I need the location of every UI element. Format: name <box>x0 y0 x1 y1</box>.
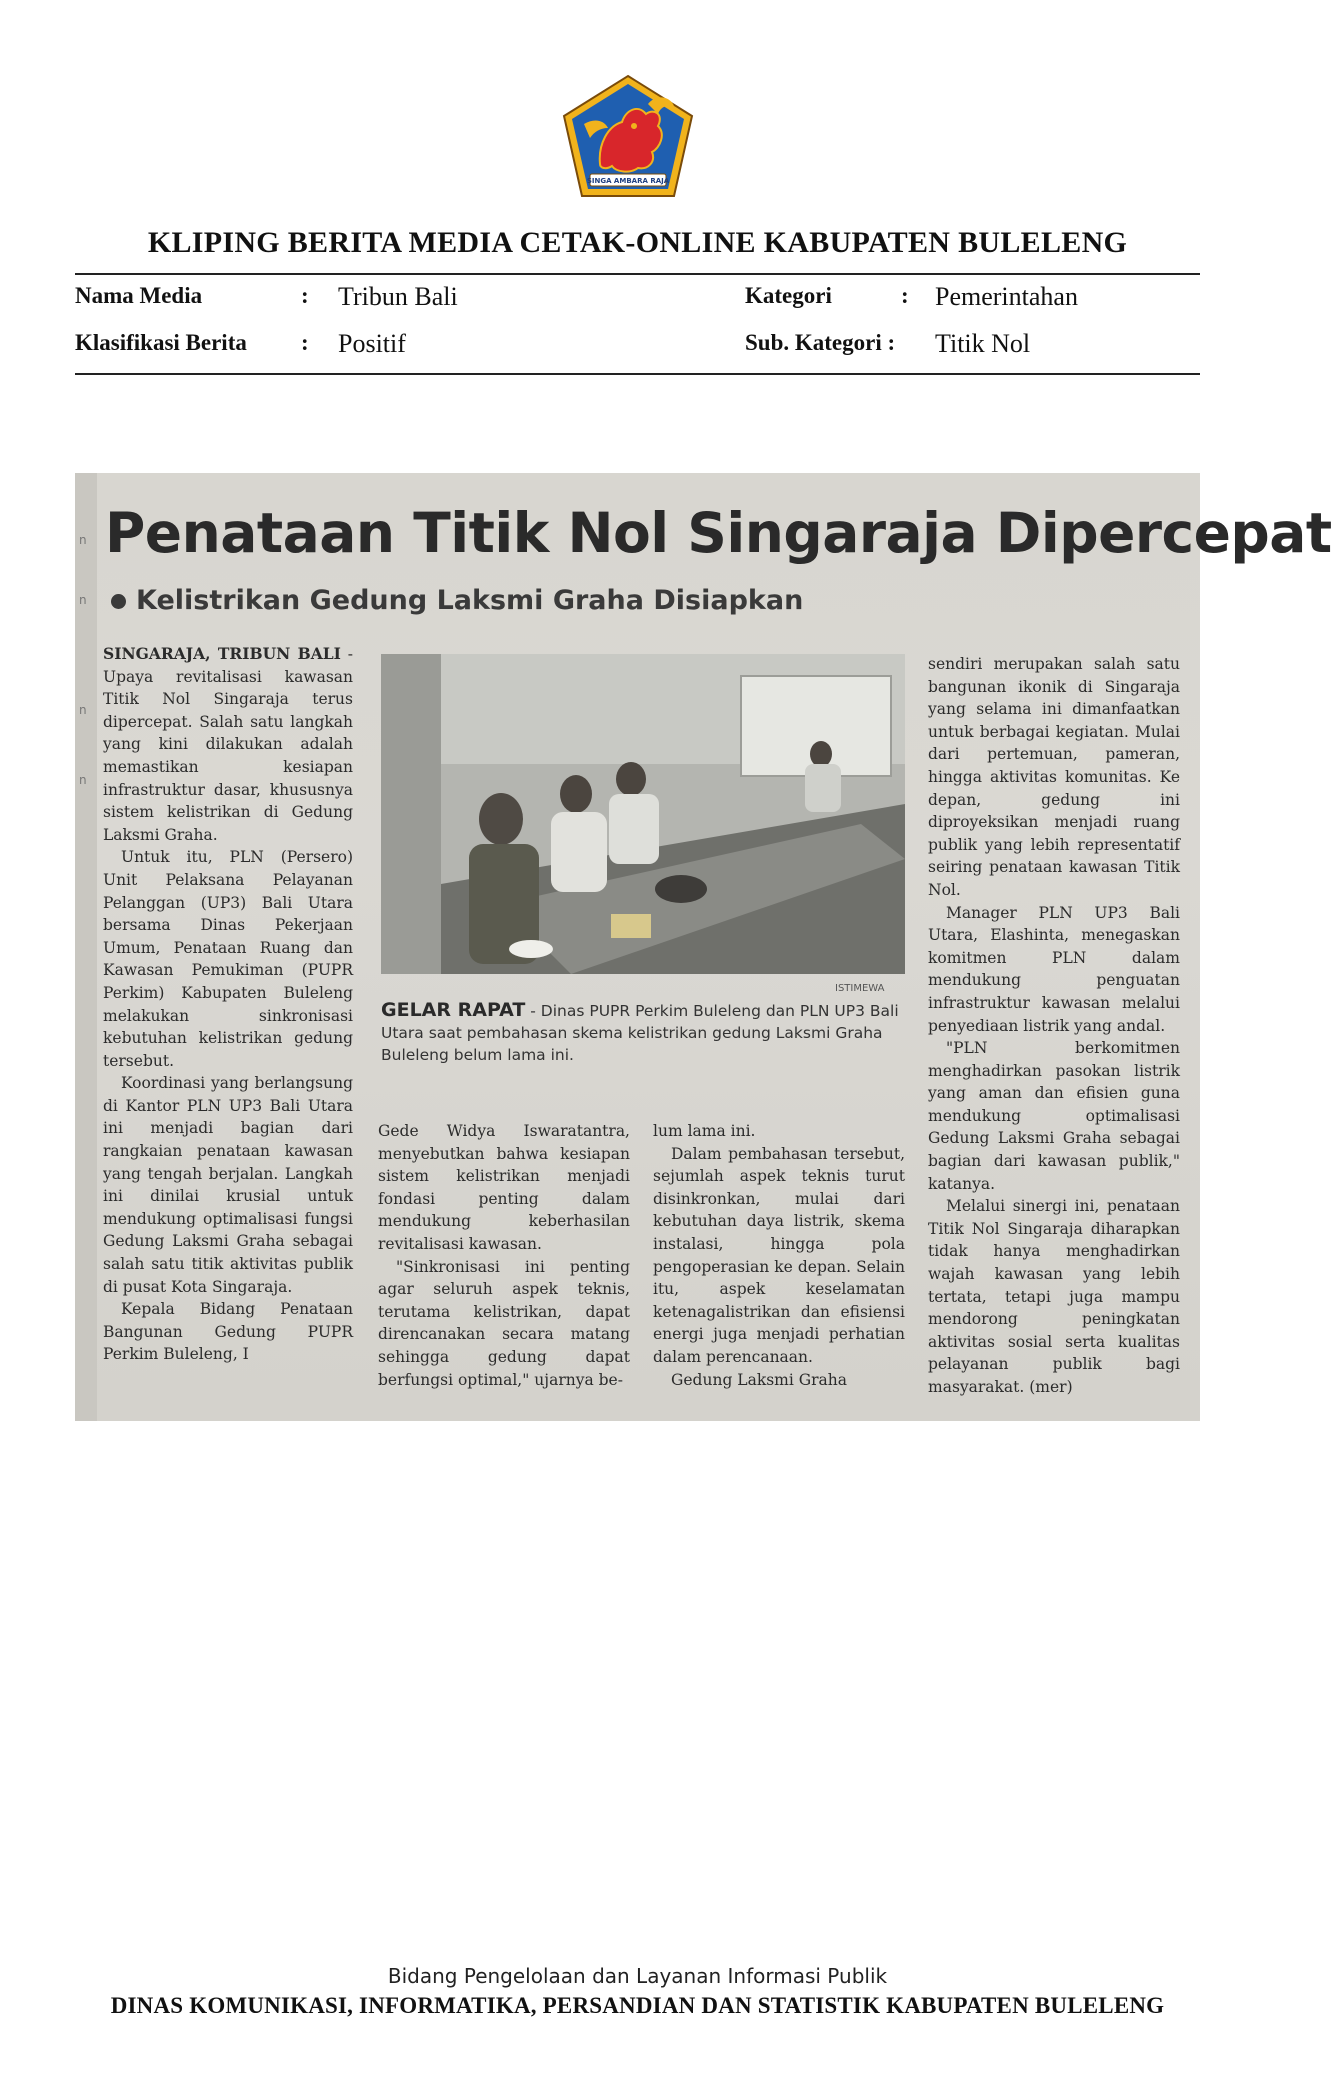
article-paragraph: "PLN berkomitmen menghadirkan pasokan listrik yang aman dan efisien guna mendukung optimalisasi Gedung Laksmi Graha sebagai bagian dari kawasan publik," katanya. <box>928 1039 1180 1193</box>
article-paragraph: sendiri merupakan salah satu bangunan ikonik di Singaraja yang selama ini dimanfaatkan untuk berbagai kegiatan. Mulai dari pertemuan, pameran, hingga aktivitas komunitas. Ke depan, gedung ini diproyeksikan menjadi ruang publik yang lebih representatif seiring penataan kawasan Titik Nol. <box>928 655 1180 899</box>
photo-caption-text: - Dinas PUPR Perkim Buleleng dan PLN UP3 Bali Utara saat pembahasan skema kelistrikan gedung Laksmi Graha Buleleng belum lama ini. <box>381 1002 899 1064</box>
article-headline: Penataan Titik Nol Singaraja Dipercepat <box>105 501 1332 565</box>
article-paragraph: lum lama ini. <box>653 1122 756 1140</box>
buleleng-emblem-logo <box>560 74 696 200</box>
nama-media-value: Tribun Bali <box>338 282 458 311</box>
article-paragraph: Koordinasi yang berlangsung di Kantor PLN UP3 Bali Utara ini menjadi bagian dari rangkaian penataan kawasan yang tengah berjalan. Langkah ini dinilai krusial untuk mendukung optimalisasi fungsi Gedung Laksmi Graha sebagai salah satu titik aktivitas publik di pusat Kota Singaraja. <box>103 1074 353 1296</box>
nama-media-colon: : <box>301 283 309 308</box>
article-subheadline <box>111 585 803 616</box>
header-divider-bottom <box>75 373 1200 375</box>
article-dateline: SINGARAJA, TRIBUN BALI <box>103 644 341 663</box>
sub-kategori-value: Titik Nol <box>935 329 1031 358</box>
article-paragraph: SINGARAJA, TRIBUN BALI - Upaya revitalisasi kawasan Titik Nol Singaraja terus dipercepat. Salah satu langkah yang kini dilakukan adalah memastikan kesiapan infrastruktur dasar, khususnya sistem kelistrikan di Gedung Laksmi Graha. <box>103 644 353 844</box>
kategori-label: Kategori <box>745 283 832 308</box>
klasifikasi-berita-label: Klasifikasi Berita <box>75 330 247 355</box>
article-paragraph: Manager PLN UP3 Bali Utara, Elashinta, menegaskan komitmen PLN dalam mendukung penguatan infrastruktur kawasan melalui penyediaan listrik yang andal. <box>928 903 1180 1035</box>
article-paragraph: Gedung Laksmi Graha <box>671 1370 848 1389</box>
bullet-icon <box>111 594 126 609</box>
kategori-colon: : <box>901 283 909 308</box>
svg-text:SINGA AMBARA RAJA: SINGA AMBARA RAJA <box>586 177 670 185</box>
footer-department: Bidang Pengelolaan dan Layanan Informasi Publik <box>387 1964 888 1988</box>
news-clipping-scan <box>75 473 1332 1421</box>
nama-media-label: Nama Media <box>75 283 203 308</box>
page-title: KLIPING BERITA MEDIA CETAK-ONLINE KABUPATEN BULELENG <box>147 226 1128 259</box>
article-column-4 <box>928 653 1180 1413</box>
article-column-1 <box>103 643 353 1413</box>
klasifikasi-berita-value: Positif <box>338 329 406 358</box>
klasifikasi-berita-colon: : <box>301 330 309 355</box>
header-divider-top <box>75 273 1200 275</box>
footer-agency: DINAS KOMUNIKASI, INFORMATIKA, PERSANDIAN DAN STATISTIK KABUPATEN BULELENG <box>110 1993 1165 2018</box>
sub-kategori-label: Sub. Kategori : <box>745 330 896 355</box>
photo-caption <box>381 999 911 1066</box>
article-paragraph: Kepala Bidang Penataan Bangunan Gedung PUPR Perkim Buleleng, I <box>103 1300 353 1364</box>
article-paragraph: Untuk itu, PLN (Persero) Unit Pelaksana Pelayanan Pelanggan (UP3) Bali Utara bersama Dinas Pekerjaan Umum, Penataan Ruang dan Kawasan Pemukiman (PUPR Perkim) Kabupaten Buleleng melakukan sinkronisasi kebutuhan kelistrikan gedung tersebut. <box>103 848 353 1070</box>
kategori-value: Pemerintahan <box>935 282 1078 311</box>
photo-credit: ISTIMEWA <box>835 983 885 994</box>
article-paragraph: Dalam pembahasan tersebut, sejumlah aspek teknis turut disinkronkan, mulai dari kebutuhan daya listrik, skema instalasi, hingga pola pengoperasian ke depan. Selain itu, aspek keselamatan ketenagalistrikan dan efisiensi energi juga menjadi perhatian dalam perencanaan. <box>653 1144 905 1366</box>
article-paragraph: Melalui sinergi ini, penataan Titik Nol Singaraja diharapkan tidak hanya menghadirkan wajah kawasan yang lebih tertata, tetapi juga mampu mendorong peningkatan aktivitas sosial serta kualitas pelayanan publik bagi masyarakat. (mer) <box>928 1197 1180 1396</box>
article-column-3 <box>653 1120 905 1412</box>
meeting-photo <box>381 654 905 974</box>
clipping-left-edge: n n n n <box>75 473 97 1421</box>
article-subheadline-text: Kelistrikan Gedung Laksmi Graha Disiapkan <box>136 585 804 616</box>
article-paragraph: Gede Widya Iswaratantra, menyebutkan bahwa kesiapan sistem kelistrikan menjadi fondasi penting dalam mendukung keberhasilan revitalisasi kawasan. <box>378 1122 630 1253</box>
photo-caption-lead: GELAR RAPAT <box>381 999 526 1021</box>
article-column-2 <box>378 1120 630 1412</box>
article-paragraph: "Sinkronisasi ini penting agar seluruh aspek teknis, terutama kelistrikan, dapat direncanakan secara matang sehingga gedung dapat berfungsi optimal," ujarnya be- <box>378 1257 630 1389</box>
